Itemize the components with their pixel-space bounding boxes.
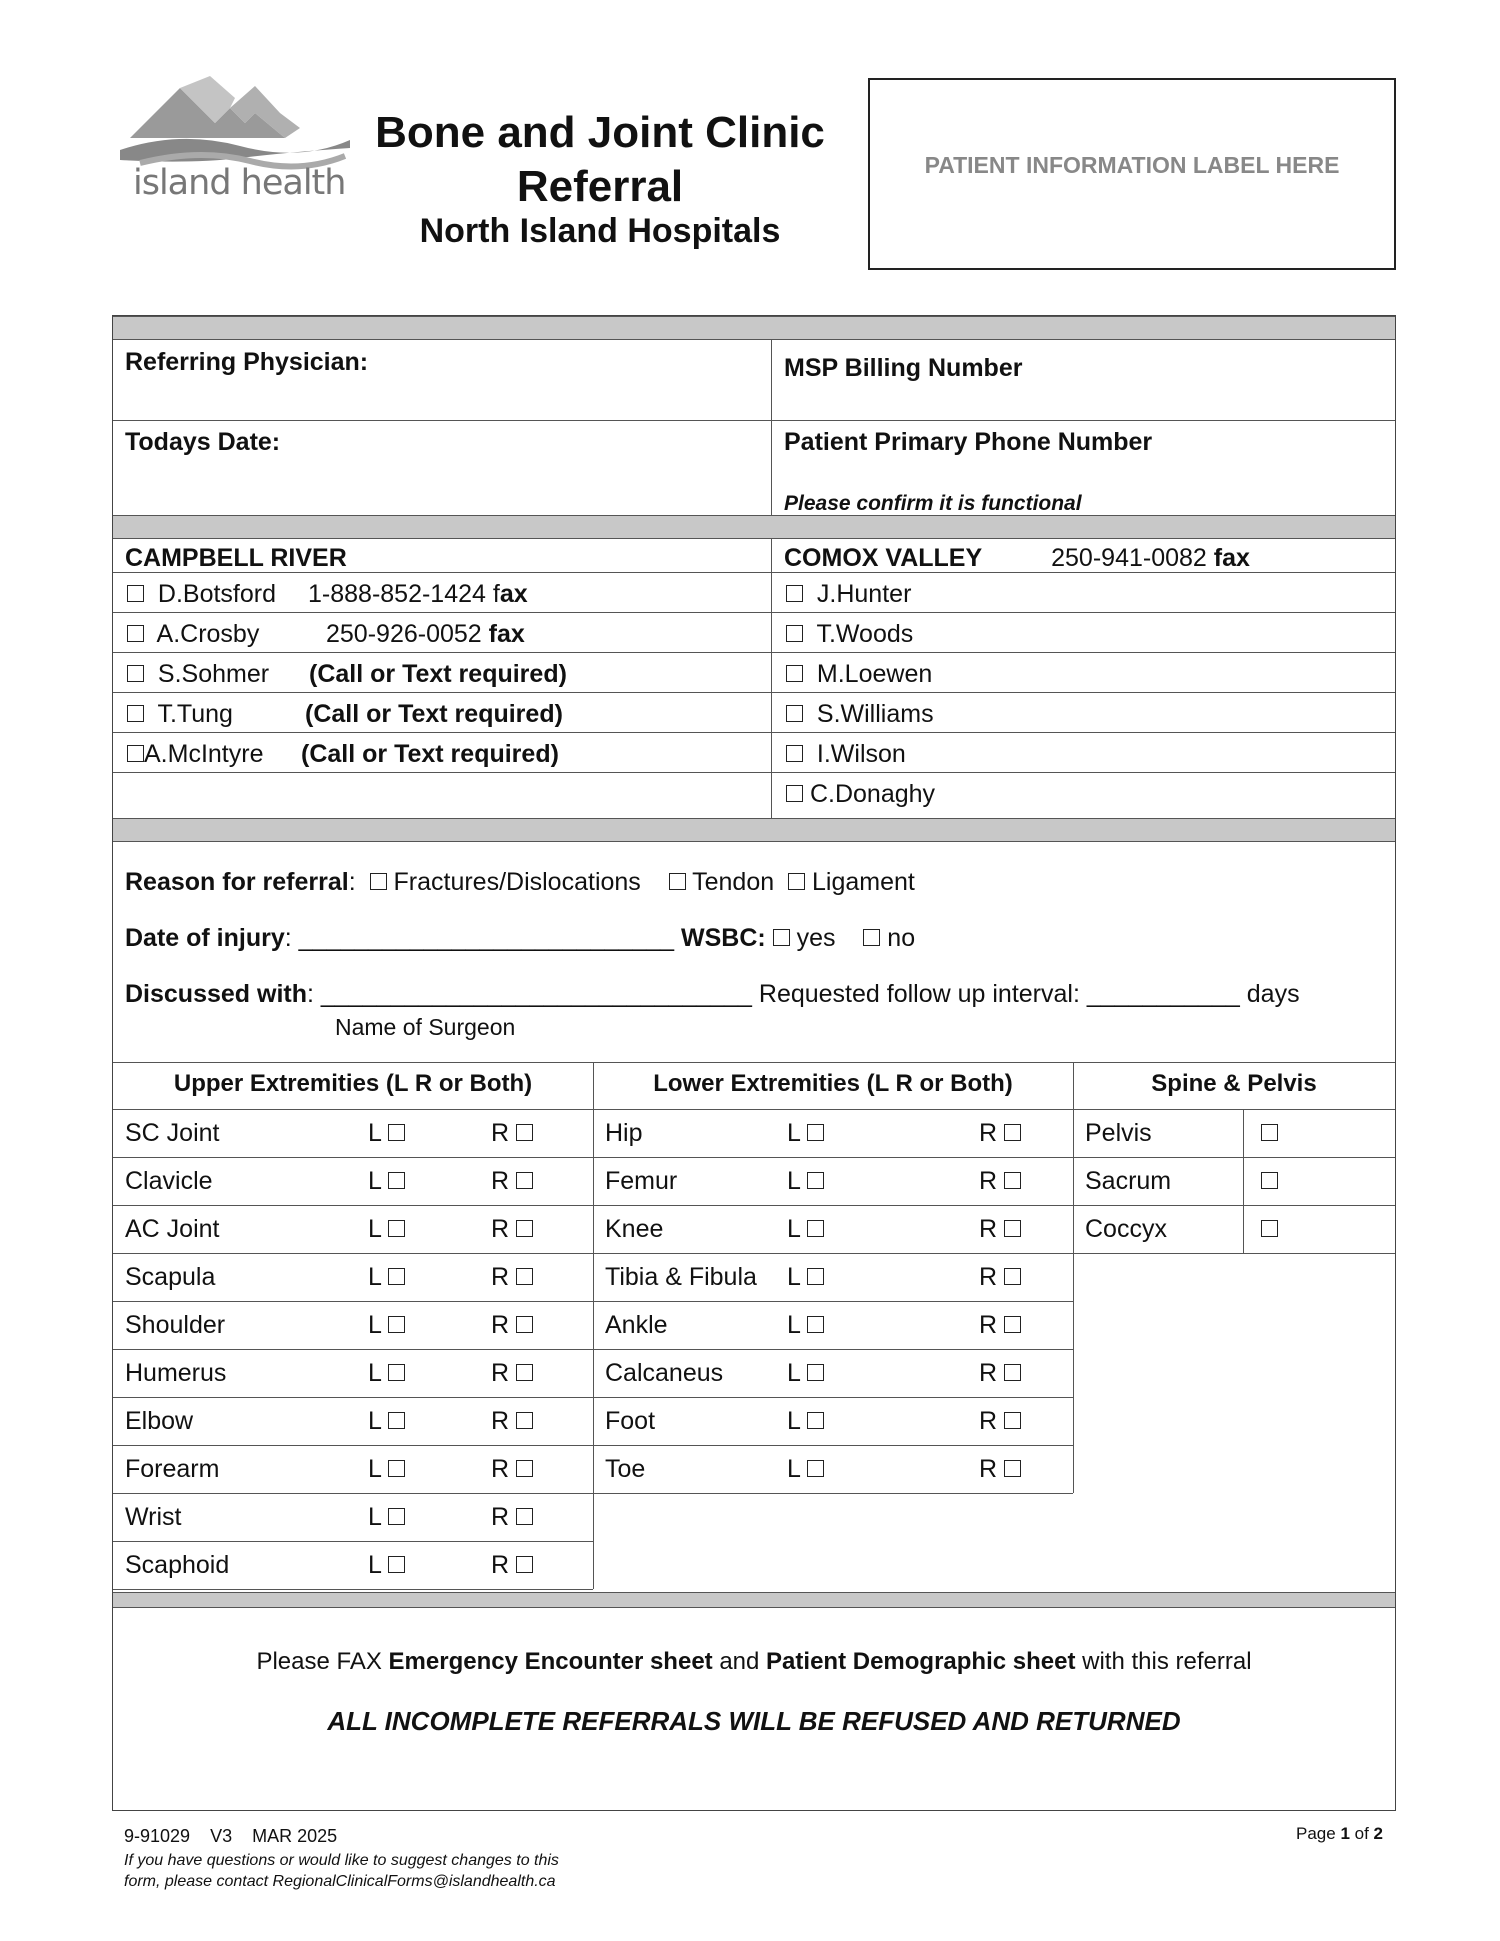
fax-instructions <box>113 1648 1395 1676</box>
checkbox[interactable] <box>1004 1364 1021 1381</box>
right-option[interactable] <box>491 1359 533 1388</box>
physician-option-sohmer[interactable] <box>127 660 269 689</box>
side-label: R <box>979 1119 998 1147</box>
physician-option-loewen[interactable] <box>786 660 932 689</box>
spine-option[interactable] <box>1261 1215 1278 1244</box>
physician-option-wilson[interactable] <box>786 740 906 769</box>
checkbox[interactable] <box>388 1412 405 1429</box>
upper-label: Scapula <box>125 1263 216 1291</box>
row-divider <box>113 1349 593 1350</box>
checkbox[interactable] <box>388 1268 405 1285</box>
page-current: 1 <box>1340 1824 1350 1843</box>
help-line-1: If you have questions or would like to suggest changes to this <box>124 1852 559 1869</box>
left-option[interactable] <box>368 1455 405 1484</box>
checkbox[interactable] <box>516 1412 533 1429</box>
followup-label: Requested follow up interval: <box>758 980 1080 1008</box>
checkbox[interactable] <box>127 625 144 642</box>
row-divider <box>113 692 1395 693</box>
lower-label: Calcaneus <box>605 1359 724 1387</box>
left-option[interactable] <box>368 1311 405 1340</box>
side-label: L <box>368 1263 381 1291</box>
row-divider <box>113 1253 593 1254</box>
side-label: R <box>491 1359 510 1387</box>
lower-label: Foot <box>605 1407 656 1435</box>
lower-label: Tibia & Fibula <box>605 1263 757 1291</box>
comox-fax-number: 250-941-0082 <box>1051 544 1214 572</box>
physician-contact <box>326 620 525 649</box>
side-label: L <box>787 1359 800 1387</box>
side-label: R <box>491 1119 510 1147</box>
side-label: R <box>979 1215 998 1243</box>
upper-extremities-header: Upper Extremities (L R or Both) <box>173 1070 533 1097</box>
physician-contact <box>308 580 528 609</box>
right-option[interactable] <box>491 1407 533 1436</box>
left-option[interactable] <box>787 1119 824 1148</box>
checkbox[interactable] <box>1261 1124 1278 1141</box>
right-option[interactable] <box>979 1119 1021 1148</box>
spine-pelvis-header: Spine & Pelvis <box>1151 1070 1317 1097</box>
side-label: L <box>787 1263 800 1291</box>
row-divider <box>113 1157 593 1158</box>
left-option[interactable] <box>787 1311 824 1340</box>
checkbox[interactable] <box>516 1556 533 1573</box>
form-subtitle: North Island Hospitals <box>419 212 781 250</box>
lower-label: Femur <box>605 1167 678 1195</box>
checkbox[interactable] <box>388 1124 405 1141</box>
row-divider <box>113 1493 593 1494</box>
side-label: L <box>368 1119 381 1147</box>
date-of-injury-row: Date of injury: ___________________________ WSBC: yes no <box>125 924 916 952</box>
side-label: R <box>491 1455 510 1483</box>
physician-name: J.Hunter <box>816 580 912 608</box>
left-option[interactable] <box>368 1167 405 1196</box>
side-label: R <box>491 1263 510 1291</box>
checkbox[interactable] <box>807 1412 824 1429</box>
row-divider <box>593 1445 1073 1446</box>
contact-note: fax <box>488 620 525 648</box>
physician-name: A.McIntyre <box>144 740 264 768</box>
patient-label-text: PATIENT INFORMATION LABEL HERE <box>924 151 1340 178</box>
title-line-1: Bone and Joint Clinic <box>375 108 825 157</box>
side-label: L <box>368 1167 381 1195</box>
side-label: R <box>979 1263 998 1291</box>
column-divider <box>771 539 772 818</box>
section-divider <box>113 515 1395 539</box>
lower-label: Ankle <box>605 1311 668 1339</box>
side-label: L <box>787 1167 800 1195</box>
spine-option[interactable] <box>1261 1119 1278 1148</box>
contact-note: (Call or Text required) <box>309 660 567 688</box>
option-label: Fractures/Dislocations <box>393 868 641 896</box>
checkbox[interactable] <box>516 1172 533 1189</box>
checkbox[interactable] <box>1261 1172 1278 1189</box>
section-divider <box>113 818 1395 842</box>
right-option[interactable] <box>491 1503 533 1532</box>
reason-option-ligament[interactable] <box>788 868 915 896</box>
physician-option-crosby[interactable] <box>127 620 259 649</box>
todays-date-label: Todays Date: <box>125 428 281 456</box>
referring-physician-label: Referring Physician: <box>125 348 369 376</box>
section-divider <box>113 1592 1395 1608</box>
checkbox[interactable] <box>786 585 803 602</box>
contact-note: ax <box>499 580 528 608</box>
wsbc-label: WSBC: <box>681 924 766 952</box>
checkbox[interactable] <box>1004 1124 1021 1141</box>
row-divider <box>593 1205 1073 1206</box>
checkbox[interactable] <box>516 1316 533 1333</box>
side-label: R <box>491 1407 510 1435</box>
column-divider <box>1073 1062 1074 1493</box>
side-label: L <box>787 1311 800 1339</box>
lower-label: Knee <box>605 1215 664 1243</box>
side-label: L <box>787 1215 800 1243</box>
checkbox[interactable] <box>127 585 144 602</box>
followup-interval-field[interactable]: ___________ <box>1086 980 1240 1008</box>
row-divider <box>1073 1253 1395 1254</box>
checkbox[interactable] <box>669 873 686 890</box>
side-label: L <box>368 1455 381 1483</box>
phone-confirm-note: Please confirm it is functional <box>784 492 1082 515</box>
column-divider <box>1243 1109 1244 1253</box>
fax-text: Please FAX <box>256 1648 389 1675</box>
spine-label: Sacrum <box>1085 1167 1172 1195</box>
side-label: L <box>368 1407 381 1435</box>
column-divider <box>593 1062 594 1589</box>
contact-number: 250-926-0052 <box>326 620 489 648</box>
option-label: yes <box>796 924 836 952</box>
left-option[interactable] <box>368 1551 405 1580</box>
left-option[interactable] <box>368 1215 405 1244</box>
checkbox[interactable] <box>786 705 803 722</box>
right-option[interactable] <box>979 1407 1021 1436</box>
side-label: R <box>491 1503 510 1531</box>
right-option[interactable] <box>491 1455 533 1484</box>
upper-label: AC Joint <box>125 1215 220 1243</box>
row-divider <box>113 1397 593 1398</box>
checkbox[interactable] <box>1004 1460 1021 1477</box>
right-option[interactable] <box>491 1311 533 1340</box>
option-label: Ligament <box>812 868 915 896</box>
physician-option-tung[interactable] <box>127 700 233 729</box>
row-divider <box>1073 1157 1395 1158</box>
checkbox[interactable] <box>516 1508 533 1525</box>
form-code: 9-91029 V3 MAR 2025 <box>124 1826 338 1846</box>
physician-name: I.Wilson <box>816 740 906 768</box>
checkbox[interactable] <box>1004 1268 1021 1285</box>
upper-label: Elbow <box>125 1407 194 1435</box>
side-label: L <box>368 1311 381 1339</box>
row-divider <box>593 1349 1073 1350</box>
row-divider <box>593 1493 1073 1494</box>
side-label: L <box>368 1551 381 1579</box>
checkbox[interactable] <box>388 1460 405 1477</box>
row-divider <box>593 1157 1073 1158</box>
left-option[interactable] <box>368 1263 405 1292</box>
upper-label: Shoulder <box>125 1311 226 1339</box>
checkbox[interactable] <box>1004 1220 1021 1237</box>
contact-note: (Call or Text required) <box>305 700 563 728</box>
section-divider <box>113 316 1395 340</box>
row-divider <box>113 1541 593 1542</box>
left-option[interactable] <box>787 1359 824 1388</box>
physician-name: C.Donaghy <box>809 780 936 808</box>
row-divider <box>113 1205 593 1206</box>
comox-fax-word: fax <box>1213 544 1250 572</box>
physician-name: S.Williams <box>816 700 934 728</box>
upper-label: SC Joint <box>125 1119 220 1147</box>
checkbox[interactable] <box>786 625 803 642</box>
left-option[interactable] <box>787 1167 824 1196</box>
title-line-2: Referral <box>516 162 684 211</box>
row-divider <box>113 612 1395 613</box>
side-label: R <box>491 1215 510 1243</box>
checkbox[interactable] <box>788 873 805 890</box>
date-of-injury-field[interactable]: ___________________________ <box>298 924 675 952</box>
msp-billing-label: MSP Billing Number <box>784 354 1023 382</box>
physician-option-hunter[interactable] <box>786 580 911 609</box>
physician-name: A.Crosby <box>156 620 260 648</box>
page-text: Page <box>1296 1824 1341 1843</box>
side-label: L <box>368 1215 381 1243</box>
right-option[interactable] <box>491 1215 533 1244</box>
right-option[interactable] <box>491 1263 533 1292</box>
upper-label: Humerus <box>125 1359 227 1387</box>
lower-label: Toe <box>605 1455 646 1483</box>
side-label: R <box>979 1167 998 1195</box>
checkbox[interactable] <box>516 1460 533 1477</box>
physician-option-woods[interactable] <box>786 620 913 649</box>
checkbox[interactable] <box>516 1268 533 1285</box>
side-label: L <box>787 1119 800 1147</box>
row-divider <box>113 1062 1395 1063</box>
left-option[interactable] <box>368 1119 405 1148</box>
checkbox[interactable] <box>807 1364 824 1381</box>
checkbox[interactable] <box>388 1172 405 1189</box>
right-option[interactable] <box>979 1167 1021 1196</box>
physician-name: T.Tung <box>157 700 233 728</box>
physician-option-mcintyre[interactable] <box>127 740 263 769</box>
row-divider <box>113 1445 593 1446</box>
right-option[interactable] <box>491 1119 533 1148</box>
patient-phone-label: Patient Primary Phone Number <box>784 428 1153 456</box>
reason-option-tendon[interactable] <box>669 868 775 896</box>
fax-text: and <box>712 1648 767 1675</box>
checkbox[interactable] <box>388 1316 405 1333</box>
row-divider <box>113 420 1395 421</box>
upper-label: Scaphoid <box>125 1551 230 1579</box>
row-divider <box>593 1397 1073 1398</box>
fax-doc-1: Emergency Encounter sheet <box>388 1648 713 1675</box>
campbell-river-heading: CAMPBELL RIVER <box>125 544 347 572</box>
checkbox[interactable] <box>773 929 790 946</box>
side-label: R <box>491 1311 510 1339</box>
reason-option-fractures[interactable] <box>370 868 641 896</box>
side-label: R <box>979 1455 998 1483</box>
left-option[interactable] <box>368 1359 405 1388</box>
referral-form <box>112 315 1396 1811</box>
left-option[interactable] <box>787 1215 824 1244</box>
row-divider <box>113 732 1395 733</box>
side-label: L <box>787 1407 800 1435</box>
reason-label: Reason for referral <box>125 868 349 896</box>
checkbox[interactable] <box>807 1172 824 1189</box>
wsbc-no-option[interactable] <box>863 924 915 952</box>
page-number <box>1296 1824 1383 1844</box>
physician-name: T.Woods <box>816 620 914 648</box>
injury-label: Date of injury <box>125 924 285 952</box>
checkbox[interactable] <box>1004 1316 1021 1333</box>
right-option[interactable] <box>491 1167 533 1196</box>
incomplete-warning: ALL INCOMPLETE REFERRALS WILL BE REFUSED AND RETURNED <box>327 1706 1181 1736</box>
checkbox[interactable] <box>127 665 144 682</box>
option-label: Tendon <box>692 868 775 896</box>
option-label: no <box>887 924 916 952</box>
checkbox[interactable] <box>516 1124 533 1141</box>
comox-valley-heading <box>784 544 1250 573</box>
page-text: of <box>1349 1824 1374 1843</box>
comox-heading-text: COMOX VALLEY <box>784 544 983 572</box>
help-line-2: form, please contact RegionalClinicalForms@islandhealth.ca <box>124 1873 556 1890</box>
row-divider <box>593 1253 1073 1254</box>
side-label: R <box>491 1551 510 1579</box>
physician-option-donaghy[interactable] <box>786 780 935 809</box>
logo-wordmark: island health <box>133 163 346 203</box>
checkbox[interactable] <box>786 785 803 802</box>
checkbox[interactable] <box>807 1268 824 1285</box>
physician-option-williams[interactable] <box>786 700 934 729</box>
wsbc-yes-option[interactable] <box>773 924 836 952</box>
row-divider <box>113 1589 593 1590</box>
checkbox[interactable] <box>786 665 803 682</box>
checkbox[interactable] <box>807 1460 824 1477</box>
contact-note: (Call or Text required) <box>301 740 559 768</box>
checkbox[interactable] <box>388 1220 405 1237</box>
checkbox[interactable] <box>807 1316 824 1333</box>
row-divider <box>1073 1205 1395 1206</box>
surgeon-name-field[interactable]: _______________________________ <box>320 980 752 1008</box>
checkbox[interactable] <box>1004 1412 1021 1429</box>
left-option[interactable] <box>787 1263 824 1292</box>
side-label: R <box>979 1311 998 1339</box>
side-label: L <box>368 1359 381 1387</box>
fax-text: with this referral <box>1075 1648 1252 1675</box>
checkbox[interactable] <box>807 1124 824 1141</box>
checkbox[interactable] <box>127 745 144 762</box>
checkbox[interactable] <box>863 929 880 946</box>
page-total: 2 <box>1373 1824 1383 1843</box>
patient-label-box[interactable] <box>868 78 1396 270</box>
left-option[interactable] <box>368 1407 405 1436</box>
column-divider <box>771 340 772 515</box>
upper-label: Clavicle <box>125 1167 213 1195</box>
right-option[interactable] <box>491 1551 533 1580</box>
row-divider <box>113 772 1395 773</box>
surgeon-caption: Name of Surgeon <box>335 1014 516 1040</box>
checkbox[interactable] <box>388 1364 405 1381</box>
physician-option-botsford[interactable] <box>127 580 276 609</box>
fax-doc-2: Patient Demographic sheet <box>766 1648 1076 1675</box>
right-option[interactable] <box>979 1215 1021 1244</box>
right-option[interactable] <box>979 1359 1021 1388</box>
lower-label: Hip <box>605 1119 643 1147</box>
checkbox[interactable] <box>1004 1172 1021 1189</box>
left-option[interactable] <box>787 1455 824 1484</box>
checkbox[interactable] <box>1261 1220 1278 1237</box>
physician-name: M.Loewen <box>816 660 933 688</box>
checkbox[interactable] <box>388 1508 405 1525</box>
row-divider <box>593 1301 1073 1302</box>
row-divider <box>113 1109 1395 1110</box>
discussed-with-row: Discussed with: _______________________________ Requested follow up interval: ___________ days <box>125 980 1300 1008</box>
checkbox[interactable] <box>516 1220 533 1237</box>
checkbox[interactable] <box>516 1364 533 1381</box>
reason-for-referral-row: Reason for referral: Fractures/Dislocations Tendon Ligament <box>125 868 915 896</box>
side-label: R <box>979 1407 998 1435</box>
row-divider <box>113 652 1395 653</box>
left-option[interactable] <box>787 1407 824 1436</box>
physician-name: S.Sohmer <box>157 660 270 688</box>
spine-option[interactable] <box>1261 1167 1278 1196</box>
lower-extremities-header: Lower Extremities (L R or Both) <box>653 1070 1013 1097</box>
spine-label: Coccyx <box>1085 1215 1167 1243</box>
checkbox[interactable] <box>807 1220 824 1237</box>
row-divider <box>113 1301 593 1302</box>
upper-label: Forearm <box>125 1455 220 1483</box>
checkbox[interactable] <box>127 705 144 722</box>
side-label: R <box>491 1167 510 1195</box>
right-option[interactable] <box>979 1455 1021 1484</box>
upper-label: Wrist <box>125 1503 182 1531</box>
physician-name: D.Botsford <box>157 580 277 608</box>
checkbox[interactable] <box>786 745 803 762</box>
side-label: L <box>368 1503 381 1531</box>
form-title <box>360 106 840 214</box>
side-label: L <box>787 1455 800 1483</box>
right-option[interactable] <box>979 1263 1021 1292</box>
left-option[interactable] <box>368 1503 405 1532</box>
discussed-label: Discussed with <box>125 980 307 1008</box>
contact-number: 1-888-852-1424 f <box>308 580 500 608</box>
days-label: days <box>1246 980 1300 1008</box>
spine-label: Pelvis <box>1085 1119 1152 1147</box>
checkbox[interactable] <box>388 1556 405 1573</box>
checkbox[interactable] <box>370 873 387 890</box>
right-option[interactable] <box>979 1311 1021 1340</box>
side-label: R <box>979 1359 998 1387</box>
